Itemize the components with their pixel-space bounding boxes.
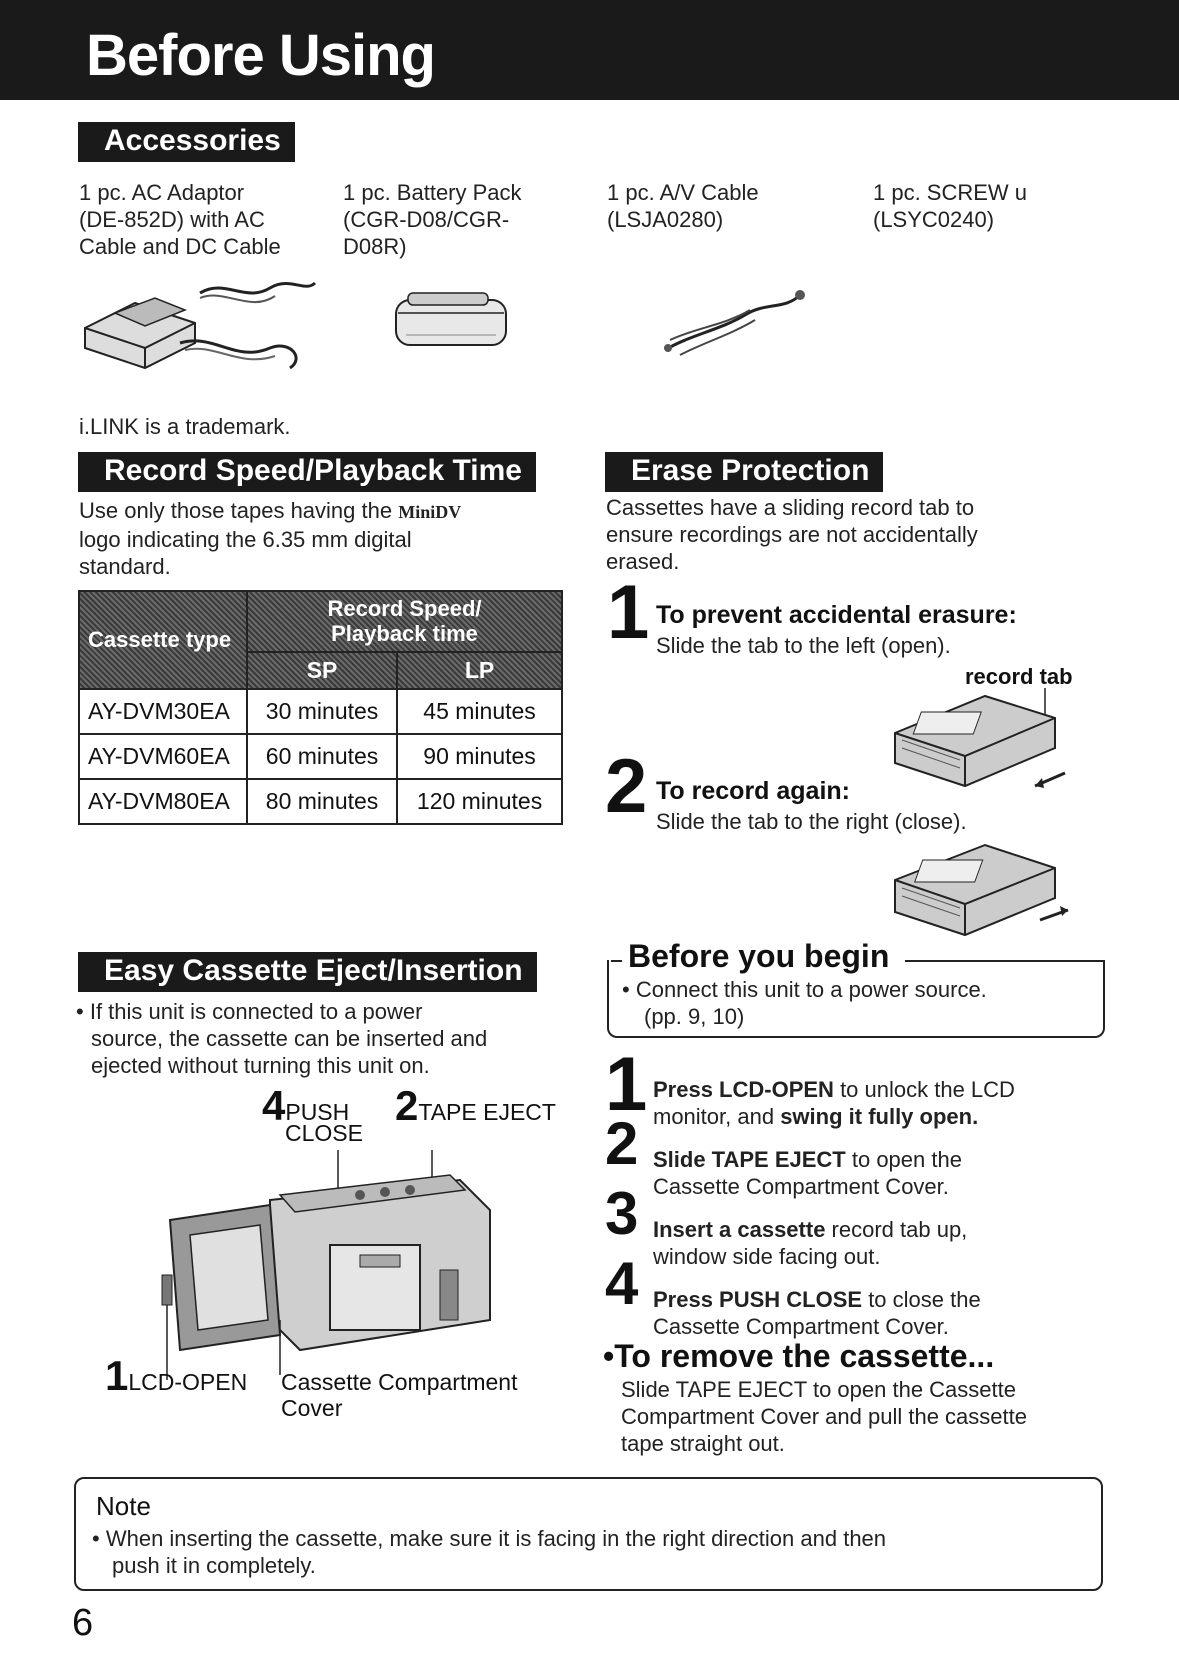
ac-adaptor-illustration [75, 268, 325, 378]
accessories-heading: Accessories [78, 122, 295, 162]
battery-pack-illustration [388, 285, 518, 355]
note-text: • When inserting the cassette, make sure it is facing in the right direction and then push it in completely. [92, 1526, 887, 1578]
col-sp: SP [247, 652, 397, 689]
record-tab-label: record tab [965, 664, 1073, 689]
eject-heading: Easy Cassette Eject/Insertion [78, 952, 537, 992]
insert-step4-text: Press PUSH CLOSE to close the Cassette Compartment Cover. [653, 1287, 981, 1339]
accessory-av-cable: 1 pc. A/V Cable (LSJA0280) [607, 180, 759, 232]
record-speed-intro: Use only those tapes having the MiniDV logo indicating the 6.35 mm digital standard. [79, 498, 462, 579]
camcorder-illustration [160, 1150, 510, 1380]
erase-step2-number: 2 [605, 744, 648, 829]
insert-step4-number: 4 [605, 1250, 639, 1317]
erase-step2-title: To record again: [656, 777, 851, 805]
table-row: AY-DVM30EA 30 minutes 45 minutes [79, 689, 562, 734]
before-begin-bullet: • Connect this unit to a power source. (pp. 9, 10) [622, 977, 987, 1029]
table-row: AY-DVM60EA 60 minutes 90 minutes [79, 734, 562, 779]
minidv-logo: MiniDV [398, 502, 462, 522]
eject-bullet: • If this unit is connected to a power source, the cassette can be inserted and ejected without turning this unit on. [76, 999, 488, 1078]
page-title: Before Using [86, 23, 435, 88]
page-number: 6 [72, 1602, 94, 1644]
tape-table [78, 590, 563, 825]
erase-step2-text: Slide the tab to the right (close). [656, 809, 967, 834]
before-begin-title: Before you begin [622, 938, 895, 975]
insert-step1-text: Press LCD-OPEN to unlock the LCD monitor, and swing it fully open. [653, 1077, 1015, 1129]
accessory-screw: 1 pc. SCREW u (LSYC0240) [873, 180, 1028, 232]
erase-step1-title: To prevent accidental erasure: [656, 601, 1017, 629]
erase-step1-text: Slide the tab to the left (open). [656, 633, 951, 658]
insert-step2-number: 2 [605, 1110, 639, 1177]
accessory-ac-adaptor: 1 pc. AC Adaptor (DE-852D) with AC Cable and DC Cable [79, 180, 281, 259]
table-row: AY-DVM80EA 80 minutes 120 minutes [79, 779, 562, 824]
remove-cassette-title: •To remove the cassette... [603, 1338, 995, 1374]
push-close-label: 4PUSH [262, 1082, 350, 1129]
note-box [74, 1477, 1103, 1591]
erase-step1-number: 1 [607, 570, 650, 655]
erase-intro: Cassettes have a sliding record tab to ensure recordings are not accidentally erased. [606, 495, 978, 574]
insert-step1-number: 1 [605, 1042, 648, 1127]
col-lp: LP [397, 652, 562, 689]
record-speed-heading: Record Speed/Playback Time [78, 452, 536, 492]
tape-eject-label: 2TAPE EJECT [395, 1082, 556, 1129]
cassette-closed-illustration [890, 840, 1070, 955]
col-record-speed: Record Speed/ Playback time [247, 591, 562, 652]
av-cable-illustration [660, 280, 810, 360]
insert-step3-number: 3 [605, 1180, 639, 1247]
col-cassette-type: Cassette type [79, 591, 247, 689]
lcd-open-label: 1LCD-OPEN [105, 1352, 248, 1399]
insert-step3-text: Insert a cassette record tab up, window side facing out. [653, 1217, 968, 1269]
push-close-label-line2: CLOSE [285, 1120, 363, 1146]
trademark-note: i.LINK is a trademark. [79, 414, 291, 439]
accessory-battery-pack: 1 pc. Battery Pack (CGR-D08/CGR- D08R) [343, 180, 522, 259]
header-bar [0, 0, 1179, 100]
cassette-cover-label: Cassette Compartment Cover [281, 1369, 518, 1421]
insert-step2-text: Slide TAPE EJECT to open the Cassette Compartment Cover. [653, 1147, 962, 1199]
erase-protection-heading: Erase Protection [605, 452, 883, 492]
note-title: Note [96, 1491, 151, 1521]
remove-cassette-text: Slide TAPE EJECT to open the Cassette Compartment Cover and pull the cassette tape straight out. [621, 1377, 1027, 1456]
cassette-open-illustration [890, 688, 1070, 803]
